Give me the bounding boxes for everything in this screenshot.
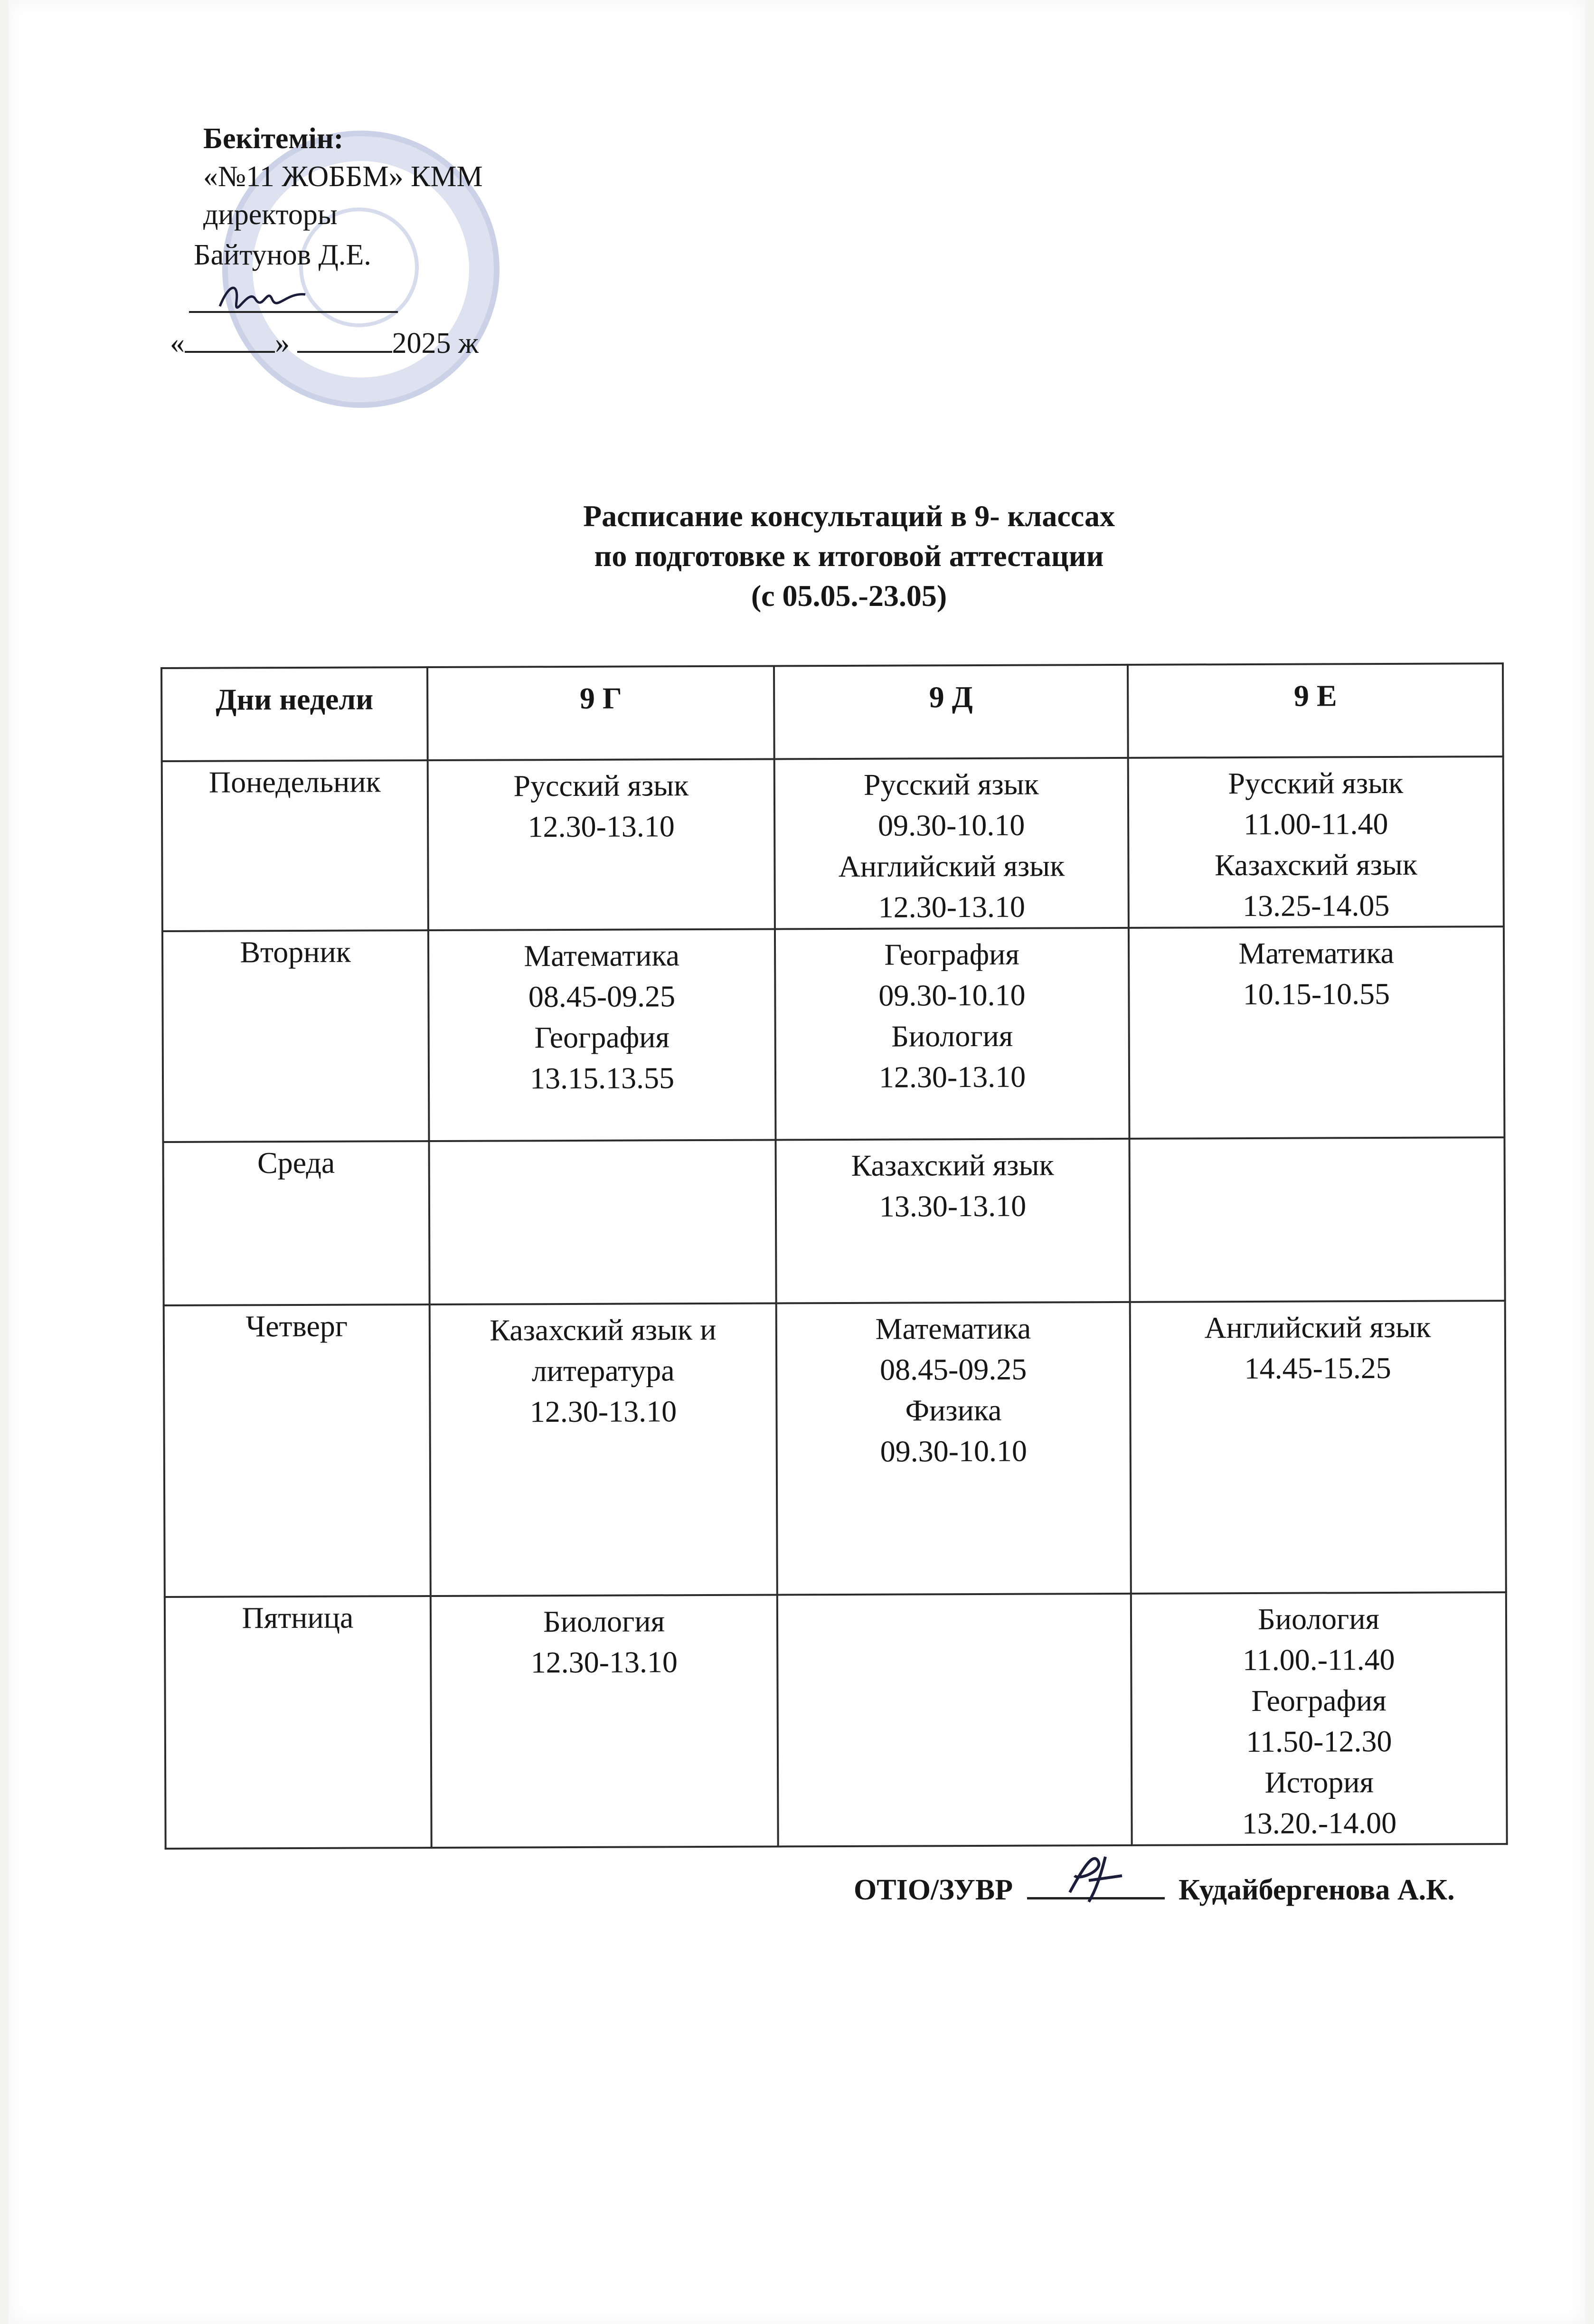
- deputy-signature: [1060, 1847, 1136, 1904]
- approval-year: 2025 ж: [392, 327, 479, 359]
- day-cell: Четверг: [164, 1304, 431, 1597]
- subject-name: Биология: [1257, 1602, 1380, 1636]
- day-cell: Пятница: [165, 1596, 432, 1849]
- document-heading: [9, 496, 1594, 616]
- signature-line: [189, 311, 398, 313]
- approval-date: [170, 325, 479, 361]
- table-row: [162, 756, 1504, 931]
- heading-line-1: Расписание консультаций в 9- классах: [583, 499, 1115, 533]
- subject-name: Биология: [543, 1604, 665, 1639]
- subject-name: Русский язык: [863, 767, 1039, 802]
- table-row: [164, 1301, 1506, 1597]
- subject-time: 11.00.-11.40: [1242, 1642, 1395, 1677]
- subject-name: География: [884, 937, 1019, 972]
- subject-time: 09.30-10.10: [880, 1434, 1028, 1468]
- schedule-cell: [428, 929, 776, 1141]
- footer-signature: [854, 1869, 1455, 1907]
- schedule-cell: [429, 1140, 776, 1304]
- schedule-cell: [777, 1594, 1132, 1847]
- schedule-cell: [776, 1302, 1131, 1595]
- approval-block: [170, 121, 512, 416]
- date-close-quote: »: [275, 327, 290, 359]
- subject-time: 13.30-13.10: [879, 1189, 1027, 1223]
- subject-name: Русский язык: [513, 768, 689, 803]
- table-row: [162, 926, 1505, 1142]
- subject-time: 14.45-15.25: [1244, 1351, 1391, 1386]
- month-blank: [297, 325, 392, 353]
- subject-name: Физика: [905, 1393, 1002, 1427]
- table-row: [165, 1592, 1507, 1849]
- subject-name: Математика: [875, 1311, 1031, 1346]
- subject-name: Казахский язык: [1214, 847, 1418, 882]
- schedule-cell: [1129, 926, 1505, 1139]
- subject-time: 11.50-12.30: [1246, 1724, 1392, 1759]
- schedule-cell: [774, 758, 1129, 929]
- approval-organization: «№11 ЖОББМ» КММ: [203, 161, 483, 193]
- footer-position: ОТІО/ЗУВР: [854, 1874, 1013, 1906]
- subject-time: 09.30-10.10: [878, 978, 1026, 1012]
- date-open-quote: «: [170, 327, 185, 359]
- subject-time: 08.45-09.25: [879, 1352, 1027, 1387]
- schedule-table: [160, 662, 1508, 1850]
- schedule-cell: [1129, 1137, 1505, 1302]
- schedule-cell: [1130, 1301, 1506, 1594]
- subject-name: Биология: [891, 1019, 1013, 1053]
- subject-name: Английский язык: [1204, 1310, 1431, 1345]
- approval-title: Бекітемін:: [203, 123, 344, 155]
- schedule-cell: [431, 1595, 778, 1848]
- subject-name: Русский язык: [1228, 765, 1404, 801]
- subject-time: 12.30-13.10: [529, 1394, 677, 1429]
- day-cell: Вторник: [162, 930, 429, 1142]
- heading-line-2: по подготовке к итоговой аттестации: [594, 539, 1104, 573]
- table-row: [163, 1137, 1505, 1305]
- subject-name: Математика: [524, 938, 680, 973]
- footer-name: Кудайбергенова А.К.: [1179, 1874, 1455, 1906]
- schedule-cell: [775, 928, 1130, 1140]
- header-class-9g: 9 Г: [427, 666, 774, 760]
- day-cell: Среда: [163, 1141, 429, 1305]
- subject-time: 12.30-13.10: [530, 1645, 678, 1680]
- footer-signature-line: [1027, 1869, 1165, 1899]
- approval-position: директоры: [203, 198, 338, 231]
- schedule-cell: [775, 1139, 1130, 1304]
- header-class-9d: 9 Д: [774, 665, 1128, 759]
- subject-name: Казахский язык и литература: [490, 1312, 717, 1388]
- subject-time: 12.30-13.10: [878, 1059, 1026, 1094]
- subject-time: 10.15-10.55: [1243, 976, 1390, 1011]
- subject-name: Казахский язык: [851, 1148, 1054, 1182]
- subject-name: География: [534, 1020, 670, 1055]
- heading-line-3: (с 05.05.-23.05): [751, 579, 947, 613]
- subject-time: 13.25-14.05: [1242, 888, 1390, 923]
- subject-time: 12.30-13.10: [528, 809, 675, 844]
- subject-time: 13.15.13.55: [529, 1061, 675, 1096]
- schedule-cell: [1128, 756, 1504, 928]
- day-blank: [185, 325, 275, 353]
- document-page: [9, 0, 1585, 2324]
- subject-name: География: [1251, 1683, 1386, 1718]
- subject-name: Английский язык: [838, 849, 1065, 884]
- day-cell: Понедельник: [162, 760, 428, 931]
- director-signature: [215, 273, 310, 321]
- subject-name: Математика: [1238, 935, 1395, 971]
- subject-time: 12.30-13.10: [878, 889, 1026, 924]
- subject-time: 13.20.-14.00: [1242, 1805, 1397, 1841]
- header-class-9e: 9 Е: [1128, 663, 1503, 758]
- schedule-cell: [1131, 1592, 1507, 1845]
- subject-time: 09.30-10.10: [877, 808, 1025, 842]
- subject-time: 11.00-11.40: [1243, 806, 1388, 841]
- table-header-row: [161, 663, 1503, 761]
- header-days: Дни недели: [161, 667, 428, 761]
- schedule-cell: [428, 759, 775, 930]
- subject-name: История: [1264, 1765, 1374, 1799]
- approval-name: Байтунов Д.Е.: [194, 239, 371, 271]
- subject-time: 08.45-09.25: [528, 979, 676, 1014]
- schedule-cell: [430, 1303, 777, 1596]
